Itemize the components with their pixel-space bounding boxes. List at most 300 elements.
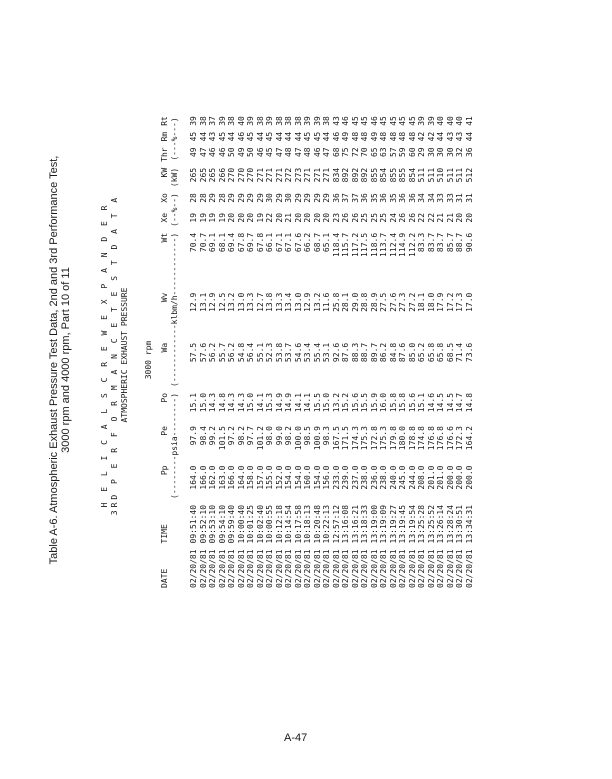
table-cell: 29.0 [350,292,360,312]
table-row [303,113,313,591]
table-cell: 25 [369,212,379,223]
table-cell: 02/20/81 [227,549,236,588]
table-cell: 67.8 [255,232,265,253]
table-cell: 20 [464,212,474,223]
table-cell: 511 [417,167,426,183]
table-cell: 68.7 [312,232,322,253]
table-row [322,113,332,591]
table-cell: 56.4 [246,342,255,363]
table-cell: 20 [293,212,303,223]
table-cell: 44 [464,131,474,142]
table-cell: 48 [303,147,312,158]
rotated-table-block [48,116,568,595]
table-cell: 271 [322,167,331,183]
table-cell: 02/20/81 [284,549,293,588]
units-blank [170,502,190,547]
table-row [227,113,237,591]
table-cell: 176.8 [426,426,436,451]
table-cell: 98.3 [322,426,331,446]
table-cell: 02/20/81 [445,549,455,588]
table-cell: 02/20/81 [312,549,322,588]
col-header-date: DATE [160,568,169,588]
table-cell: 29 [236,193,246,203]
table-cell: 85.7 [445,232,455,253]
table-cell: 44 [274,131,284,142]
table-cell: 44 [284,131,293,142]
table-cell: 34 [417,193,426,203]
table-cell: 152.0 [274,465,284,490]
table-cell: 113.7 [379,232,388,257]
table-cell: 66.2 [303,232,312,253]
table-cell: 238.0 [379,465,388,490]
table-cell: 100.0 [293,426,303,451]
table-cell: 171.5 [341,426,350,451]
table-cell: 27.3 [398,292,407,312]
table-cell: 46 [312,147,322,158]
table-cell: 09:53:10 [208,504,217,544]
table-cell: 45 [265,131,274,142]
table-cell: 44 [322,131,331,142]
table-cell: 29 [255,193,265,203]
table-cell: 02/20/81 [293,549,303,588]
table-cell: 12.9 [208,292,217,312]
table-cell: 37 [208,116,217,126]
table-cell: 43 [445,131,455,142]
table-cell: 14.3 [227,392,236,413]
col-header-kw: KW [160,167,169,178]
table-cell: 270 [227,167,236,183]
table-cell: 201.0 [436,465,445,490]
table-cell: 50 [227,147,236,158]
banner-line-3: ATMOSPHERIC EXHAUST PRESSURE [120,287,129,423]
table-row [398,113,408,591]
table-cell: 14.5 [445,392,455,413]
table-cell: 15.5 [360,392,369,413]
table-cell: 101.2 [255,426,265,451]
table-cell: 101.5 [217,426,227,451]
banner-line-1: H E L I C A L S C R E W E X P A N D E R [100,202,109,508]
table-cell: 53.7 [284,342,293,363]
table-cell: 02/20/81 [455,549,464,588]
table-cell: 69.1 [208,232,217,253]
table-cell: 20 [322,212,331,223]
table-cell: 40 [436,116,445,126]
table-cell: 25.8 [331,292,341,312]
table-row [455,113,465,591]
table-cell: 10:12:18 [274,504,284,544]
header-row [160,113,170,591]
table-cell: 10:17:58 [293,504,303,544]
table-cell: 854 [379,167,388,183]
table-cell: 13:26:14 [436,504,445,544]
table-cell: 162.0 [208,465,217,490]
table-cell: 83.3 [417,232,426,253]
table-cell: 13:16:21 [350,504,360,544]
table-row [313,113,323,591]
table-cell: 19 [189,212,198,223]
table-cell: 48 [284,147,293,158]
table-cell: 174.3 [350,426,360,451]
table-cell: 36 [379,193,388,203]
table-cell: 48 [398,131,407,142]
table-cell: 271 [255,167,265,183]
table-cell: 46 [369,116,379,126]
table-cell: 68.1 [217,232,227,253]
table-cell: 28.9 [369,292,379,312]
table-cell: 45 [265,147,274,158]
table-cell: 15.8 [388,392,398,413]
table-cell: 14.3 [236,392,246,413]
table-cell: 854 [407,167,417,183]
table-cell: 39 [246,116,255,126]
col-header-po: Po [160,392,169,403]
table-cell: 114.9 [398,232,407,257]
col-header-rt: Rt [160,116,169,126]
table-cell: 236.0 [369,465,379,490]
table-cell: 98.0 [265,426,274,446]
table-cell: 45 [407,116,417,126]
table-cell: 201.0 [426,465,436,490]
table-cell: 14.8 [217,392,227,413]
table-cell: 17.2 [445,292,455,312]
table-cell: 48 [379,131,388,142]
table-cell: 10:18:13 [303,504,312,544]
table-cell: 52.3 [265,342,274,363]
table-cell: 38 [227,116,236,126]
table-cell: 84.8 [388,342,398,363]
table-cell: 42 [417,131,426,142]
table-cell: 167.5 [331,426,341,451]
table-cell: 237.0 [350,465,360,490]
table-cell: 48 [350,131,360,142]
col-header-xo: Xo [160,193,169,203]
table-cell: 02/20/81 [265,549,274,588]
table-cell: 37 [341,193,350,203]
table-cell: 14.8 [464,392,474,413]
table-cell: 47 [198,147,208,158]
table-cell: 48 [360,131,369,142]
table-cell: 68 [331,147,341,158]
table-cell: 40 [236,116,246,126]
table-cell: 855 [369,167,379,183]
table-cell: 10:02:40 [255,504,265,544]
table-row [417,113,427,591]
table-cell: 47 [322,147,331,158]
table-row [218,113,228,591]
table-cell: 26 [350,212,360,223]
caption-line-1: Table A-6. Atmospheric Exhaust Pressure Test Data, 2nd and 3rd Performance Test, [48,155,60,565]
table-cell: 271 [303,167,312,183]
table-cell: 29 [303,193,312,203]
table-row [370,113,380,591]
table-cell: 55.4 [312,342,322,363]
table-cell: 35 [369,193,379,203]
table-cell: 273 [293,167,303,183]
table-cell: 60 [407,147,417,158]
table-cell: 09:51:40 [189,504,198,544]
table-cell: 15.0 [198,392,208,413]
table-cell: 39 [189,116,198,126]
table-cell: 53.1 [322,342,331,363]
table-cell: 65.1 [322,232,331,253]
table-cell: 15.6 [407,392,417,413]
table-cell: 855 [398,167,407,183]
table-body [189,113,474,591]
table-cell: 38 [322,116,331,126]
table-cell: 46 [236,131,246,142]
table-cell: 02/20/81 [360,549,369,588]
table-cell: 88.3 [350,342,360,363]
table-cell: 46 [208,147,217,158]
table-cell: 176.6 [445,426,455,451]
table-cell: 13:30:51 [455,504,464,544]
table-cell: 13.0 [236,292,246,312]
table-cell: 99.2 [208,426,217,446]
table-cell: 02/20/81 [350,549,360,588]
table-cell: 49 [236,147,246,158]
table-cell: 15.1 [417,392,426,413]
table-cell: 15.2 [341,392,350,413]
table-cell: 117.2 [350,232,360,257]
table-cell: 174.8 [417,426,426,451]
table-cell: 46 [255,147,265,158]
table-cell: 36 [360,193,369,203]
table-cell: 83.7 [436,232,445,253]
table-cell: 45 [303,131,312,142]
table-cell: 49 [189,147,198,158]
table-cell: 68.5 [445,342,455,363]
table-cell: 13.8 [265,292,274,312]
table-cell: 13:19:00 [369,504,379,544]
table-cell: 200.0 [455,465,464,490]
table-cell: 164.0 [236,465,246,490]
table-cell: 31 [455,193,464,203]
table-row [408,113,418,591]
table-cell: 21 [284,212,293,223]
table-row [265,113,275,591]
table-cell: 19 [255,212,265,223]
table-cell: 20 [246,212,255,223]
table-cell: 14.7 [455,392,464,413]
table-cell: 13.1 [198,292,208,312]
units-kw: (kW) [169,167,179,188]
table-cell: 163.0 [217,465,227,490]
table-cell: 271 [265,167,274,183]
table-cell: 33 [436,193,445,203]
table-cell: 13:16:08 [341,504,350,544]
table-cell: 75 [341,147,350,158]
table-cell: 240.0 [388,465,398,490]
table-cell: 57.6 [198,342,208,363]
table-cell: 834 [331,167,341,183]
table-cell: 20 [274,212,284,223]
test-banner [100,175,130,535]
table-cell: 158.0 [246,465,255,490]
table-cell: 23 [331,212,341,223]
table-cell: 13.3 [246,292,255,312]
units-blank [170,546,190,591]
table-cell: 29 [208,193,217,203]
table-cell: 97.9 [189,426,198,446]
table-cell: 02/20/81 [217,549,227,588]
table-cell: 44 [227,131,236,142]
table-cell: 39 [303,116,312,126]
table-cell: 18.1 [417,292,426,312]
banner-line-2: 3RD P E R F O R M A N C E T E S T D A T A [110,194,119,516]
table-cell: 14.1 [293,392,303,413]
table-cell: 117.5 [360,232,369,257]
table-cell: 19 [208,212,217,223]
table-row [341,113,351,591]
table-cell: 15.1 [189,392,198,413]
table-cell: 36 [464,147,474,158]
table-cell: 53.4 [303,342,312,363]
table-cell: 02/20/81 [208,549,217,588]
table-cell: 36 [398,193,407,203]
table-cell: 13.0 [293,292,303,312]
units-flow: (------------klbm/h------------) [169,232,179,387]
table-cell: 02/20/81 [464,549,474,588]
table-cell: 118.4 [331,232,341,257]
table-cell: 97.7 [246,426,255,446]
table-cell: 892 [350,167,360,183]
table-cell: 29 [417,147,426,158]
table-cell: 69.7 [246,232,255,253]
table-cell: 270 [246,167,255,183]
table-cell: 39 [265,116,274,126]
table-cell: 14.9 [274,392,284,413]
table-row [360,113,370,591]
table-cell: 34 [426,193,436,203]
table-cell: 47 [274,147,284,158]
table-cell: 20 [236,212,246,223]
table-cell: 38 [198,116,208,126]
table-cell: 26 [407,212,417,223]
table-cell: 02/20/81 [398,549,407,588]
table-cell: 45 [189,131,198,142]
table-cell: 02/20/81 [322,549,331,588]
table-cell: 12.7 [255,292,265,312]
table-cell: 238.0 [360,465,369,490]
table-cell: 14.6 [426,392,436,413]
table-cell: 15.5 [312,392,322,413]
table-cell: 17.3 [455,292,464,312]
table-cell: 37 [350,193,360,203]
table-cell: 244.0 [407,465,417,490]
table-cell: 44 [255,131,265,142]
table-cell: 30 [265,193,274,203]
table-cell: 88.7 [455,232,464,253]
table-cell: 13:18:33 [360,504,369,544]
table-cell: 09:52:10 [198,504,208,544]
table-cell: 65.2 [417,342,426,363]
table-cell: 02/20/81 [388,549,398,588]
table-cell: 14.5 [436,392,445,413]
table-cell: 42 [426,131,436,142]
table-cell: 13:19:27 [388,504,398,544]
table-cell: 40 [455,116,464,126]
table-cell: 112.2 [407,232,417,257]
table-cell: 22 [426,212,436,223]
table-cell: 90.6 [464,232,474,253]
table-cell: 48 [388,131,398,142]
table-cell: 89.7 [369,342,379,363]
table-cell: 12.9 [189,292,198,312]
table-cell: 27.6 [388,292,398,312]
table-cell: 266 [217,167,227,183]
table-cell: 510 [436,167,445,183]
table-cell: 13.2 [227,292,236,312]
table-cell: 38 [284,116,293,126]
table-cell: 29 [312,193,322,203]
col-header-wt: Wt [160,232,169,243]
table-cell: 855 [388,167,398,183]
table-cell: 29 [227,193,236,203]
table-cell: 178.8 [407,426,417,451]
table-cell: 10:00:40 [236,504,246,544]
table-cell: 02/20/81 [255,549,265,588]
table-cell: 180.0 [398,426,407,451]
table-cell: 65.8 [426,342,436,363]
col-header-wv: Wv [160,292,169,303]
table-cell: 200.0 [445,465,455,490]
table-cell: 09:54:10 [217,504,227,544]
table-row [465,113,475,591]
table-cell: 14.9 [284,392,293,413]
col-header-pe: Pe [160,426,169,436]
table-cell: 29 [246,193,255,203]
table-cell: 270 [236,167,246,183]
table-cell: 67.1 [274,232,284,253]
table-cell: 43 [208,131,217,142]
table-cell: 36 [407,193,417,203]
table-row [256,113,266,591]
table-cell: 38 [293,116,303,126]
table-cell: 85.0 [407,342,417,363]
table-cell: 176.8 [436,426,445,451]
units-row [170,113,190,591]
table-cell: 11.6 [322,292,331,312]
table-cell: 13.2 [312,292,322,312]
table-cell: 13.4 [284,292,293,312]
table-cell: 13:25:52 [426,504,436,544]
table-cell: 892 [360,167,369,183]
table-cell: 49 [341,131,350,142]
col-header-thr: Thr [160,147,169,162]
table-cell: 28 [217,193,227,203]
table-cell: 99.0 [274,426,284,446]
table-cell: 40 [445,116,455,126]
table-cell: 13:19:45 [398,504,407,544]
table-cell: 88.7 [360,342,369,363]
table-cell: 245.0 [398,465,407,490]
table-cell: 65 [369,147,379,158]
table-cell: 118.6 [369,232,379,257]
table-cell: 20 [455,212,464,223]
table-cell: 154.0 [284,465,293,490]
table-cell: 17.9 [436,292,445,312]
table-cell: 87.6 [398,342,407,363]
table-cell: 511 [426,167,436,183]
table-row [199,113,209,591]
table-cell: 19 [198,212,208,223]
table-cell: 160.0 [303,465,312,490]
table-cell: 25 [360,212,369,223]
col-header-rm: Rm [160,131,169,142]
table-cell: 33 [445,193,455,203]
table-cell: 15.9 [369,392,379,413]
table-cell: 02/20/81 [369,549,379,588]
